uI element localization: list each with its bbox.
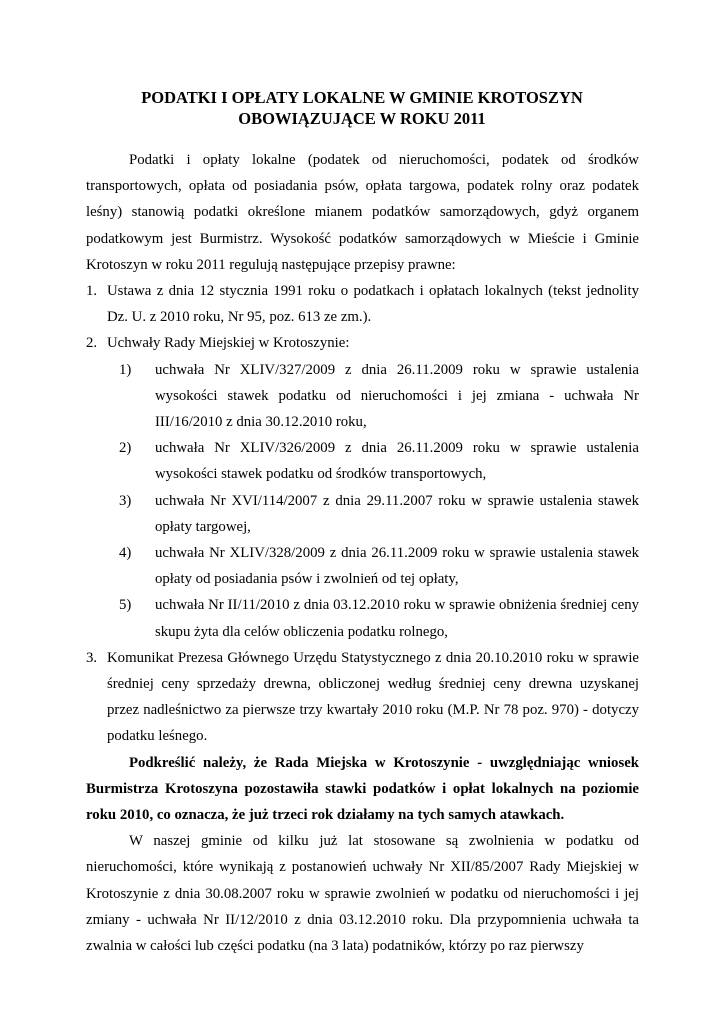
resolutions-sublist-wrap: [119, 357, 639, 645]
sublist-item-number: 5): [119, 597, 132, 614]
closing-paragraph: W naszej gminie od kilku już lat stosowane są zwolnienia w podatku od nieruchomości, które wynikają z postanowień uchwały Nr XII/85/2007 Rady Miejskiej w Krotoszynie z dnia 30.08.2007 roku w sprawie zwolnień w podatku od nieruchomości i jej zmiany - uchwała Nr II/12/2010 z dnia 03.12.2010 roku. Dla przypomnienia uchwała ta zwalnia w całości lub części podatku (na 3 lata) podatników, którzy po raz pierwszy: [86, 833, 639, 955]
list-item-text: Uchwały Rady Miejskiej w Krotoszynie:: [107, 335, 350, 352]
document-title: [60, 87, 664, 129]
sublist-item: [119, 435, 639, 487]
list-item: [86, 278, 639, 330]
sublist-item: [119, 357, 639, 436]
title-line-1: PODATKI I OPŁATY LOKALNE W GMINIE KROTOSZYN: [141, 88, 583, 107]
sublist-item-text: uchwała Nr II/11/2010 z dnia 03.12.2010 roku w sprawie obniżenia średniej ceny skupu żyta dla celów obliczenia podatku rolnego,: [155, 597, 639, 640]
sublist-item: [119, 488, 639, 540]
sublist-item: [119, 540, 639, 592]
sublist-item: [119, 592, 639, 644]
list-item-number: 3.: [86, 649, 98, 666]
sublist-item-text: uchwała Nr XLIV/326/2009 z dnia 26.11.2009 roku w sprawie ustalenia wysokości stawek podatku od środków transportowych,: [155, 440, 639, 483]
list-item: [86, 645, 639, 750]
sublist-item-number: 2): [119, 440, 132, 457]
list-item-number: 2.: [86, 335, 98, 352]
legal-basis-list: [86, 278, 639, 750]
sublist-item-number: 1): [119, 361, 132, 378]
intro-paragraph: Podatki i opłaty lokalne (podatek od nieruchomości, podatek od środków transportowych, opłata od posiadania psów, opłata targowa, podatek rolny oraz podatek leśny) stanowią podatki określone mianem podatków samorządowych, gdyż organem podatkowym jest Burmistrz. Wysokość podatków samorządowych w Mieście i Gminie Krotoszyn w roku 2011 regulują następujące przepisy prawne:: [86, 152, 639, 273]
list-item-number: 1.: [86, 283, 98, 300]
sublist-item-text: uchwała Nr XVI/114/2007 z dnia 29.11.2007 roku w sprawie ustalenia stawek opłaty targowej,: [155, 492, 639, 535]
sublist-item-number: 3): [119, 492, 132, 509]
sublist-item-text: uchwała Nr XLIV/327/2009 z dnia 26.11.2009 roku w sprawie ustalenia wysokości stawek podatku od nieruchomości i jej zmiana - uchwała Nr III/16/2010 z dnia 30.12.2010 roku,: [155, 361, 639, 431]
sublist-item-text: uchwała Nr XLIV/328/2009 z dnia 26.11.2009 roku w sprawie ustalenia stawek opłaty od posiadania psów i zwolnień od tej opłaty,: [155, 545, 639, 588]
title-line-2: OBOWIĄZUJĄCE W ROKU 2011: [238, 109, 486, 128]
document-body: [86, 147, 639, 959]
list-item-text: Komunikat Prezesa Głównego Urzędu Statystycznego z dnia 20.10.2010 roku w sprawie średniej ceny sprzedaży drewna, obliczonej według średniej ceny drewna uzyskanej przez nadleśnictwo za pierwsze trzy kwartały 2010 roku (M.P. Nr 78 poz. 970) - dotyczy podatku leśnego.: [107, 649, 639, 745]
sublist-item-number: 4): [119, 545, 132, 562]
resolutions-sublist: [119, 357, 639, 645]
list-item: [86, 330, 639, 644]
emphasis-paragraph: Podkreślić należy, że Rada Miejska w Krotoszynie - uwzględniając wniosek Burmistrza Krotoszyna pozostawiła stawki podatków i opłat lokalnych na poziomie roku 2010, co oznacza, że już trzeci rok działamy na tych samych atawkach.: [86, 754, 639, 824]
list-item-text: Ustawa z dnia 12 stycznia 1991 roku o podatkach i opłatach lokalnych (tekst jednolity Dz. U. z 2010 roku, Nr 95, poz. 613 ze zm.).: [107, 283, 639, 326]
